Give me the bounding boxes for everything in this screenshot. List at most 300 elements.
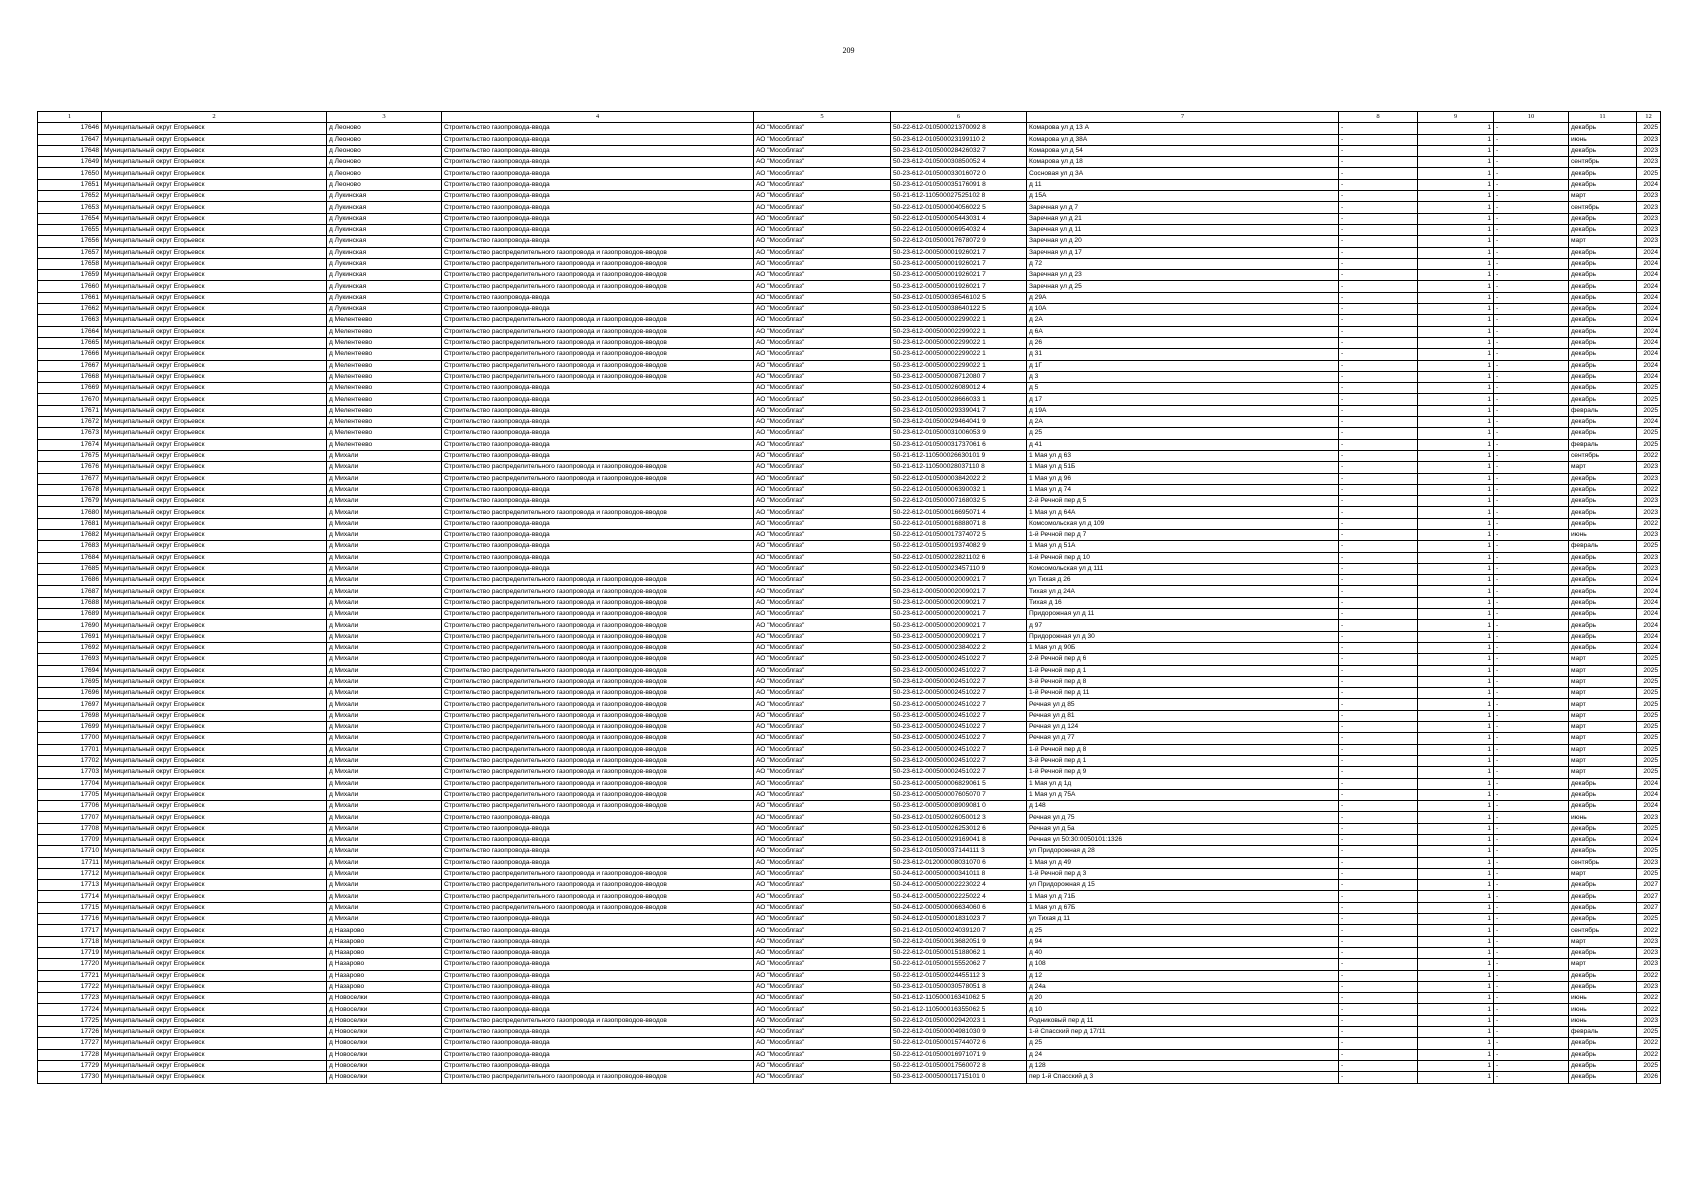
cell-organization: АО "Мособлгаз" bbox=[754, 1049, 891, 1060]
cell-col-9: 1 bbox=[1418, 157, 1494, 168]
cell-municipality: Муниципальный округ Егорьевск bbox=[102, 179, 327, 190]
cell-year: 2023 bbox=[1637, 947, 1661, 958]
cell-col-10: - bbox=[1494, 722, 1569, 733]
cell-row-number: 17705 bbox=[38, 789, 102, 800]
cell-col-10: - bbox=[1494, 145, 1569, 156]
cell-month: декабрь bbox=[1569, 880, 1637, 891]
cell-col-10: - bbox=[1494, 304, 1569, 315]
cell-col-8: - bbox=[1339, 868, 1418, 879]
cell-settlement: д Мелентеево bbox=[327, 439, 442, 450]
cell-municipality: Муниципальный округ Егорьевск bbox=[102, 270, 327, 281]
cell-municipality: Муниципальный округ Егорьевск bbox=[102, 484, 327, 495]
cell-work-type: Строительство газопровода-ввода bbox=[442, 1038, 754, 1049]
cell-address: 3-й Речной пер д 8 bbox=[1027, 676, 1339, 687]
table-row bbox=[38, 914, 1661, 925]
cell-settlement: д Новоселки bbox=[327, 1049, 442, 1060]
cell-request-number: 50-23-612-000500001926021 7 bbox=[891, 258, 1027, 269]
cell-settlement: д Михали bbox=[327, 665, 442, 676]
cell-col-8: - bbox=[1339, 846, 1418, 857]
cell-request-number: 50-22-612-010500017374072 5 bbox=[891, 529, 1027, 540]
table-row bbox=[38, 597, 1661, 608]
cell-row-number: 17677 bbox=[38, 473, 102, 484]
cell-year: 2025 bbox=[1637, 541, 1661, 552]
cell-address: д 25 bbox=[1027, 428, 1339, 439]
cell-settlement: д Михали bbox=[327, 518, 442, 529]
cell-settlement: д Новоселки bbox=[327, 1060, 442, 1071]
cell-settlement: д Новоселки bbox=[327, 993, 442, 1004]
cell-request-number: 50-23-612-012000008031070 6 bbox=[891, 857, 1027, 868]
cell-settlement: д Михали bbox=[327, 597, 442, 608]
cell-request-number: 50-23-612-000500002451022 7 bbox=[891, 676, 1027, 687]
cell-organization: АО "Мособлгаз" bbox=[754, 202, 891, 213]
cell-col-8: - bbox=[1339, 993, 1418, 1004]
cell-work-type: Строительство распределительного газопровода и газопроводов-вводов bbox=[442, 1072, 754, 1083]
cell-col-10: - bbox=[1494, 947, 1569, 958]
cell-municipality: Муниципальный округ Егорьевск bbox=[102, 642, 327, 653]
cell-settlement: д Лукинская bbox=[327, 247, 442, 258]
cell-col-9: 1 bbox=[1418, 857, 1494, 868]
cell-col-8: - bbox=[1339, 484, 1418, 495]
cell-col-8: - bbox=[1339, 563, 1418, 574]
cell-work-type: Строительство газопровода-ввода bbox=[442, 947, 754, 958]
cell-col-9: 1 bbox=[1418, 1072, 1494, 1083]
cell-month: декабрь bbox=[1569, 304, 1637, 315]
cell-settlement: д Михали bbox=[327, 484, 442, 495]
cell-address: ул Тихая д 26 bbox=[1027, 575, 1339, 586]
cell-municipality: Муниципальный округ Егорьевск bbox=[102, 281, 327, 292]
cell-municipality: Муниципальный округ Егорьевск bbox=[102, 450, 327, 461]
cell-municipality: Муниципальный округ Егорьевск bbox=[102, 145, 327, 156]
cell-address: Комарова ул д 13 А bbox=[1027, 123, 1339, 134]
cell-col-10: - bbox=[1494, 360, 1569, 371]
cell-year: 2024 bbox=[1637, 337, 1661, 348]
cell-address: Заречная ул д 11 bbox=[1027, 224, 1339, 235]
cell-municipality: Муниципальный округ Егорьевск bbox=[102, 394, 327, 405]
cell-work-type: Строительство газопровода-ввода bbox=[442, 541, 754, 552]
cell-col-8: - bbox=[1339, 224, 1418, 235]
cell-col-9: 1 bbox=[1418, 270, 1494, 281]
cell-organization: АО "Мособлгаз" bbox=[754, 722, 891, 733]
cell-col-10: - bbox=[1494, 891, 1569, 902]
cell-month: декабрь bbox=[1569, 981, 1637, 992]
cell-address: Заречная ул д 21 bbox=[1027, 213, 1339, 224]
table-row bbox=[38, 835, 1661, 846]
cell-address: 1 Мая ул д 64А bbox=[1027, 507, 1339, 518]
table-row bbox=[38, 1049, 1661, 1060]
cell-work-type: Строительство распределительного газопровода и газопроводов-вводов bbox=[442, 688, 754, 699]
cell-municipality: Муниципальный округ Егорьевск bbox=[102, 1004, 327, 1015]
cell-month: декабрь bbox=[1569, 609, 1637, 620]
cell-municipality: Муниципальный округ Егорьевск bbox=[102, 959, 327, 970]
cell-row-number: 17659 bbox=[38, 270, 102, 281]
cell-month: июнь bbox=[1569, 529, 1637, 540]
cell-municipality: Муниципальный округ Егорьевск bbox=[102, 733, 327, 744]
cell-col-10: - bbox=[1494, 778, 1569, 789]
cell-request-number: 50-23-612-000500002451022 7 bbox=[891, 767, 1027, 778]
cell-address: 1-й Спасский пер д 17/11 bbox=[1027, 1027, 1339, 1038]
cell-col-8: - bbox=[1339, 642, 1418, 653]
cell-organization: АО "Мособлгаз" bbox=[754, 902, 891, 913]
cell-month: декабрь bbox=[1569, 1060, 1637, 1071]
cell-settlement: д Михали bbox=[327, 552, 442, 563]
cell-col-9: 1 bbox=[1418, 925, 1494, 936]
cell-month: март bbox=[1569, 710, 1637, 721]
cell-month: март bbox=[1569, 722, 1637, 733]
cell-request-number: 50-23-612-000500001926021 7 bbox=[891, 247, 1027, 258]
cell-col-9: 1 bbox=[1418, 337, 1494, 348]
cell-col-8: - bbox=[1339, 1038, 1418, 1049]
cell-settlement: д Михали bbox=[327, 710, 442, 721]
cell-municipality: Муниципальный округ Егорьевск bbox=[102, 337, 327, 348]
cell-settlement: д Михали bbox=[327, 609, 442, 620]
cell-work-type: Строительство распределительного газопровода и газопроводов-вводов bbox=[442, 733, 754, 744]
cell-municipality: Муниципальный округ Егорьевск bbox=[102, 654, 327, 665]
cell-settlement: д Мелентеево bbox=[327, 326, 442, 337]
cell-request-number: 50-22-612-010500003842022 2 bbox=[891, 473, 1027, 484]
cell-organization: АО "Мособлгаз" bbox=[754, 541, 891, 552]
cell-municipality: Муниципальный округ Егорьевск bbox=[102, 507, 327, 518]
cell-address: д 97 bbox=[1027, 620, 1339, 631]
cell-month: декабрь bbox=[1569, 213, 1637, 224]
cell-month: февраль bbox=[1569, 541, 1637, 552]
cell-col-9: 1 bbox=[1418, 835, 1494, 846]
cell-month: декабрь bbox=[1569, 326, 1637, 337]
cell-col-9: 1 bbox=[1418, 428, 1494, 439]
cell-settlement: д Михали bbox=[327, 529, 442, 540]
cell-row-number: 17696 bbox=[38, 688, 102, 699]
cell-settlement: д Михали bbox=[327, 801, 442, 812]
cell-work-type: Строительство распределительного газопровода и газопроводов-вводов bbox=[442, 258, 754, 269]
cell-address: д 25 bbox=[1027, 925, 1339, 936]
cell-row-number: 17665 bbox=[38, 337, 102, 348]
table-row bbox=[38, 247, 1661, 258]
cell-month: июнь bbox=[1569, 812, 1637, 823]
cell-organization: АО "Мособлгаз" bbox=[754, 823, 891, 834]
cell-col-9: 1 bbox=[1418, 417, 1494, 428]
cell-col-10: - bbox=[1494, 507, 1569, 518]
cell-col-8: - bbox=[1339, 733, 1418, 744]
cell-year: 2026 bbox=[1637, 1072, 1661, 1083]
cell-col-8: - bbox=[1339, 428, 1418, 439]
cell-settlement: д Лукинская bbox=[327, 224, 442, 235]
cell-settlement: д Михали bbox=[327, 563, 442, 574]
cell-municipality: Муниципальный округ Егорьевск bbox=[102, 258, 327, 269]
cell-col-10: - bbox=[1494, 586, 1569, 597]
cell-request-number: 50-22-612-010500015744072 6 bbox=[891, 1038, 1027, 1049]
cell-row-number: 17698 bbox=[38, 710, 102, 721]
cell-col-10: - bbox=[1494, 801, 1569, 812]
cell-col-9: 1 bbox=[1418, 145, 1494, 156]
cell-col-10: - bbox=[1494, 439, 1569, 450]
cell-request-number: 50-23-612-000500002009021 7 bbox=[891, 575, 1027, 586]
cell-row-number: 17709 bbox=[38, 835, 102, 846]
cell-work-type: Строительство распределительного газопровода и газопроводов-вводов bbox=[442, 767, 754, 778]
table-row bbox=[38, 947, 1661, 958]
cell-settlement: д Михали bbox=[327, 812, 442, 823]
cell-month: декабрь bbox=[1569, 835, 1637, 846]
cell-col-10: - bbox=[1494, 642, 1569, 653]
cell-month: март bbox=[1569, 744, 1637, 755]
cell-request-number: 50-22-612-010500013682051 9 bbox=[891, 936, 1027, 947]
cell-year: 2025 bbox=[1637, 868, 1661, 879]
cell-settlement: д Мелентеево bbox=[327, 315, 442, 326]
cell-address: 1 Мая ул д 96 bbox=[1027, 473, 1339, 484]
cell-col-8: - bbox=[1339, 981, 1418, 992]
cell-address: 1 Мая ул д 51А bbox=[1027, 541, 1339, 552]
cell-organization: АО "Мособлгаз" bbox=[754, 247, 891, 258]
table-row bbox=[38, 145, 1661, 156]
cell-year: 2022 bbox=[1637, 925, 1661, 936]
cell-settlement: д Леоново bbox=[327, 168, 442, 179]
cell-municipality: Муниципальный округ Егорьевск bbox=[102, 541, 327, 552]
cell-col-9: 1 bbox=[1418, 688, 1494, 699]
cell-col-8: - bbox=[1339, 281, 1418, 292]
cell-work-type: Строительство газопровода-ввода bbox=[442, 484, 754, 495]
cell-address: Комарова ул д 18 bbox=[1027, 157, 1339, 168]
cell-address: д 10 bbox=[1027, 1004, 1339, 1015]
cell-request-number: 50-23-612-000500001926021 7 bbox=[891, 270, 1027, 281]
cell-year: 2025 bbox=[1637, 676, 1661, 687]
cell-col-8: - bbox=[1339, 349, 1418, 360]
cell-municipality: Муниципальный округ Егорьевск bbox=[102, 631, 327, 642]
cell-work-type: Строительство газопровода-ввода bbox=[442, 383, 754, 394]
cell-col-10: - bbox=[1494, 337, 1569, 348]
cell-work-type: Строительство газопровода-ввода bbox=[442, 428, 754, 439]
cell-col-9: 1 bbox=[1418, 326, 1494, 337]
cell-col-8: - bbox=[1339, 405, 1418, 416]
cell-request-number: 50-23-612-000500002451022 7 bbox=[891, 733, 1027, 744]
table-row bbox=[38, 134, 1661, 145]
cell-request-number: 50-21-612-010500024039120 7 bbox=[891, 925, 1027, 936]
cell-address: 1 Мая ул д 49 bbox=[1027, 857, 1339, 868]
cell-col-10: - bbox=[1494, 1015, 1569, 1026]
cell-work-type: Строительство газопровода-ввода bbox=[442, 1004, 754, 1015]
cell-settlement: д Михали bbox=[327, 891, 442, 902]
cell-request-number: 50-23-612-010500031737061 6 bbox=[891, 439, 1027, 450]
cell-year: 2023 bbox=[1637, 236, 1661, 247]
cell-col-8: - bbox=[1339, 902, 1418, 913]
cell-col-8: - bbox=[1339, 213, 1418, 224]
cell-year: 2024 bbox=[1637, 247, 1661, 258]
table-row bbox=[38, 507, 1661, 518]
cell-address: Тихая ул д 24А bbox=[1027, 586, 1339, 597]
table-row bbox=[38, 337, 1661, 348]
cell-col-10: - bbox=[1494, 846, 1569, 857]
cell-col-10: - bbox=[1494, 1049, 1569, 1060]
cell-row-number: 17682 bbox=[38, 529, 102, 540]
cell-month: декабрь bbox=[1569, 270, 1637, 281]
cell-row-number: 17668 bbox=[38, 371, 102, 382]
cell-settlement: д Михали bbox=[327, 722, 442, 733]
cell-municipality: Муниципальный округ Егорьевск bbox=[102, 518, 327, 529]
cell-municipality: Муниципальный округ Егорьевск bbox=[102, 1072, 327, 1083]
cell-col-8: - bbox=[1339, 439, 1418, 450]
cell-col-9: 1 bbox=[1418, 654, 1494, 665]
cell-request-number: 50-24-612-010500001831023 7 bbox=[891, 914, 1027, 925]
cell-work-type: Строительство газопровода-ввода bbox=[442, 394, 754, 405]
cell-month: декабрь bbox=[1569, 947, 1637, 958]
cell-municipality: Муниципальный округ Егорьевск bbox=[102, 428, 327, 439]
cell-row-number: 17723 bbox=[38, 993, 102, 1004]
cell-address: 1 Мая ул д 1д bbox=[1027, 778, 1339, 789]
table-row bbox=[38, 688, 1661, 699]
cell-col-8: - bbox=[1339, 496, 1418, 507]
cell-col-8: - bbox=[1339, 722, 1418, 733]
cell-organization: АО "Мособлгаз" bbox=[754, 733, 891, 744]
cell-organization: АО "Мособлгаз" bbox=[754, 473, 891, 484]
cell-col-8: - bbox=[1339, 609, 1418, 620]
cell-settlement: д Назарово bbox=[327, 947, 442, 958]
cell-year: 2023 bbox=[1637, 507, 1661, 518]
cell-row-number: 17647 bbox=[38, 134, 102, 145]
cell-month: март bbox=[1569, 959, 1637, 970]
table-row bbox=[38, 710, 1661, 721]
cell-work-type: Строительство распределительного газопровода и газопроводов-вводов bbox=[442, 575, 754, 586]
cell-organization: АО "Мособлгаз" bbox=[754, 496, 891, 507]
cell-year: 2024 bbox=[1637, 281, 1661, 292]
cell-col-8: - bbox=[1339, 755, 1418, 766]
table-row bbox=[38, 1072, 1661, 1083]
cell-address: Речная ул д 124 bbox=[1027, 722, 1339, 733]
cell-work-type: Строительство распределительного газопровода и газопроводов-вводов bbox=[442, 360, 754, 371]
cell-col-8: - bbox=[1339, 247, 1418, 258]
cell-work-type: Строительство распределительного газопровода и газопроводов-вводов bbox=[442, 699, 754, 710]
cell-address: ул Придорожная д 28 bbox=[1027, 846, 1339, 857]
cell-settlement: д Леоново bbox=[327, 157, 442, 168]
cell-organization: АО "Мособлгаз" bbox=[754, 597, 891, 608]
cell-address: 1 Мая ул д 90Б bbox=[1027, 642, 1339, 653]
cell-col-10: - bbox=[1494, 654, 1569, 665]
cell-municipality: Муниципальный округ Егорьевск bbox=[102, 371, 327, 382]
cell-organization: АО "Мособлгаз" bbox=[754, 529, 891, 540]
cell-settlement: д Мелентеево bbox=[327, 371, 442, 382]
cell-request-number: 50-22-612-010500007168032 5 bbox=[891, 496, 1027, 507]
table-row bbox=[38, 315, 1661, 326]
cell-request-number: 50-23-612-010500026253012 6 bbox=[891, 823, 1027, 834]
cell-work-type: Строительство газопровода-ввода bbox=[442, 1060, 754, 1071]
cell-col-9: 1 bbox=[1418, 484, 1494, 495]
cell-row-number: 17675 bbox=[38, 450, 102, 461]
cell-month: декабрь bbox=[1569, 292, 1637, 303]
cell-organization: АО "Мособлгаз" bbox=[754, 755, 891, 766]
cell-request-number: 50-22-612-010500006954032 4 bbox=[891, 224, 1027, 235]
cell-col-10: - bbox=[1494, 258, 1569, 269]
cell-row-number: 17716 bbox=[38, 914, 102, 925]
cell-col-9: 1 bbox=[1418, 349, 1494, 360]
table-row bbox=[38, 620, 1661, 631]
cell-settlement: д Лукинская bbox=[327, 304, 442, 315]
cell-month: март bbox=[1569, 755, 1637, 766]
cell-organization: АО "Мособлгаз" bbox=[754, 914, 891, 925]
cell-month: декабрь bbox=[1569, 337, 1637, 348]
cell-settlement: д Мелентеево bbox=[327, 428, 442, 439]
table-row bbox=[38, 654, 1661, 665]
cell-request-number: 50-23-612-000500002009021 7 bbox=[891, 631, 1027, 642]
cell-col-10: - bbox=[1494, 676, 1569, 687]
cell-organization: АО "Мособлгаз" bbox=[754, 134, 891, 145]
cell-month: декабрь bbox=[1569, 428, 1637, 439]
cell-col-8: - bbox=[1339, 1027, 1418, 1038]
cell-year: 2025 bbox=[1637, 755, 1661, 766]
cell-col-8: - bbox=[1339, 179, 1418, 190]
cell-year: 2025 bbox=[1637, 744, 1661, 755]
cell-col-9: 1 bbox=[1418, 360, 1494, 371]
cell-month: декабрь bbox=[1569, 371, 1637, 382]
cell-work-type: Строительство газопровода-ввода bbox=[442, 835, 754, 846]
column-header-10: 10 bbox=[1494, 112, 1569, 123]
column-header-12: 12 bbox=[1637, 112, 1661, 123]
cell-settlement: д Михали bbox=[327, 868, 442, 879]
cell-municipality: Муниципальный округ Егорьевск bbox=[102, 1038, 327, 1049]
cell-col-9: 1 bbox=[1418, 812, 1494, 823]
cell-year: 2023 bbox=[1637, 224, 1661, 235]
cell-col-9: 1 bbox=[1418, 529, 1494, 540]
cell-col-8: - bbox=[1339, 450, 1418, 461]
cell-col-10: - bbox=[1494, 236, 1569, 247]
cell-col-9: 1 bbox=[1418, 981, 1494, 992]
cell-work-type: Строительство распределительного газопровода и газопроводов-вводов bbox=[442, 326, 754, 337]
cell-year: 2023 bbox=[1637, 202, 1661, 213]
cell-municipality: Муниципальный округ Егорьевск bbox=[102, 902, 327, 913]
cell-col-9: 1 bbox=[1418, 439, 1494, 450]
cell-year: 2027 bbox=[1637, 880, 1661, 891]
cell-month: декабрь bbox=[1569, 620, 1637, 631]
cell-municipality: Муниципальный округ Егорьевск bbox=[102, 767, 327, 778]
cell-request-number: 50-21-612-110500016355062 5 bbox=[891, 1004, 1027, 1015]
column-header-3: 3 bbox=[327, 112, 442, 123]
cell-settlement: д Лукинская bbox=[327, 270, 442, 281]
cell-organization: АО "Мособлгаз" bbox=[754, 563, 891, 574]
cell-organization: АО "Мособлгаз" bbox=[754, 947, 891, 958]
cell-organization: АО "Мособлгаз" bbox=[754, 993, 891, 1004]
cell-request-number: 50-21-612-110500016341062 5 bbox=[891, 993, 1027, 1004]
cell-settlement: д Назарово bbox=[327, 959, 442, 970]
cell-organization: АО "Мособлгаз" bbox=[754, 642, 891, 653]
cell-year: 2022 bbox=[1637, 518, 1661, 529]
cell-year: 2025 bbox=[1637, 405, 1661, 416]
cell-settlement: д Леоново bbox=[327, 145, 442, 156]
cell-col-9: 1 bbox=[1418, 959, 1494, 970]
cell-settlement: д Михали bbox=[327, 496, 442, 507]
cell-row-number: 17667 bbox=[38, 360, 102, 371]
cell-organization: АО "Мособлгаз" bbox=[754, 767, 891, 778]
cell-col-9: 1 bbox=[1418, 846, 1494, 857]
cell-work-type: Строительство распределительного газопровода и газопроводов-вводов bbox=[442, 315, 754, 326]
cell-col-10: - bbox=[1494, 925, 1569, 936]
cell-organization: АО "Мособлгаз" bbox=[754, 959, 891, 970]
cell-row-number: 17678 bbox=[38, 484, 102, 495]
cell-organization: АО "Мособлгаз" bbox=[754, 1027, 891, 1038]
cell-month: декабрь bbox=[1569, 642, 1637, 653]
cell-col-10: - bbox=[1494, 1060, 1569, 1071]
cell-organization: АО "Мособлгаз" bbox=[754, 857, 891, 868]
cell-col-10: - bbox=[1494, 620, 1569, 631]
cell-address: 1-й Речной пер д 11 bbox=[1027, 688, 1339, 699]
table-row bbox=[38, 575, 1661, 586]
cell-municipality: Муниципальный округ Егорьевск bbox=[102, 213, 327, 224]
cell-settlement: д Михали bbox=[327, 507, 442, 518]
cell-month: март bbox=[1569, 654, 1637, 665]
cell-request-number: 50-23-612-010500033016072 0 bbox=[891, 168, 1027, 179]
cell-row-number: 17654 bbox=[38, 213, 102, 224]
table-row bbox=[38, 304, 1661, 315]
cell-row-number: 17704 bbox=[38, 778, 102, 789]
cell-col-9: 1 bbox=[1418, 247, 1494, 258]
cell-row-number: 17686 bbox=[38, 575, 102, 586]
cell-work-type: Строительство газопровода-ввода bbox=[442, 925, 754, 936]
cell-col-8: - bbox=[1339, 676, 1418, 687]
cell-year: 2023 bbox=[1637, 134, 1661, 145]
